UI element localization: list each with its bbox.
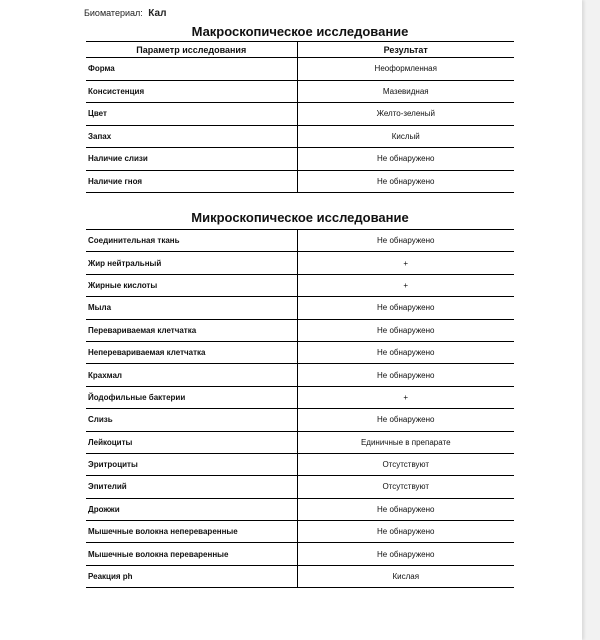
parameter-cell: Реакция ph <box>86 565 297 587</box>
parameter-cell: Перевариваемая клетчатка <box>86 319 297 341</box>
table-row <box>86 170 514 193</box>
biomaterial-line <box>84 8 166 19</box>
table-row <box>86 58 514 81</box>
result-cell: Не обнаружено <box>297 364 514 386</box>
result-cell: Единичные в препарате <box>297 431 514 453</box>
result-cell: Желто-зеленый <box>297 103 514 126</box>
table-row <box>86 319 514 341</box>
table-row <box>86 409 514 431</box>
micro-table-body <box>86 230 514 588</box>
table-row <box>86 364 514 386</box>
result-cell: Не обнаружено <box>297 319 514 341</box>
table-row <box>86 476 514 498</box>
result-cell: Не обнаружено <box>297 297 514 319</box>
macro-table <box>86 41 514 193</box>
result-cell: Отсутствуют <box>297 453 514 475</box>
biomaterial-label: Биоматериал: <box>84 8 143 18</box>
table-row <box>86 453 514 475</box>
table-row <box>86 274 514 296</box>
table-row <box>86 543 514 565</box>
table-row <box>86 386 514 408</box>
result-cell: Не обнаружено <box>297 409 514 431</box>
result-cell: Не обнаружено <box>297 543 514 565</box>
parameter-cell: Наличие гноя <box>86 170 297 193</box>
parameter-cell: Жир нейтральный <box>86 252 297 274</box>
parameter-cell: Цвет <box>86 103 297 126</box>
param-column-header: Параметр исследования <box>86 42 297 58</box>
parameter-cell: Мыла <box>86 297 297 319</box>
parameter-cell: Эритроциты <box>86 453 297 475</box>
table-row <box>86 252 514 274</box>
parameter-cell: Запах <box>86 125 297 148</box>
parameter-cell: Консистенция <box>86 80 297 103</box>
table-row <box>86 341 514 363</box>
result-cell: Не обнаружено <box>297 148 514 171</box>
table-row <box>86 297 514 319</box>
result-cell: + <box>297 252 514 274</box>
parameter-cell: Мышечные волокна непереваренные <box>86 521 297 543</box>
parameter-cell: Дрожжи <box>86 498 297 520</box>
result-cell: Не обнаружено <box>297 230 514 252</box>
micro-title: Микроскопическое исследование <box>191 210 409 225</box>
result-column-header: Результат <box>297 42 514 58</box>
parameter-cell: Наличие слизи <box>86 148 297 171</box>
result-cell: Неоформленная <box>297 58 514 81</box>
parameter-cell: Крахмал <box>86 364 297 386</box>
parameter-cell: Слизь <box>86 409 297 431</box>
table-row <box>86 230 514 252</box>
parameter-cell: Лейкоциты <box>86 431 297 453</box>
table-row <box>86 498 514 520</box>
result-cell: Отсутствуют <box>297 476 514 498</box>
result-cell: Не обнаружено <box>297 498 514 520</box>
result-cell: Кислая <box>297 565 514 587</box>
table-row <box>86 521 514 543</box>
parameter-cell: Эпителий <box>86 476 297 498</box>
micro-table <box>86 229 514 588</box>
parameter-cell: Форма <box>86 58 297 81</box>
table-row <box>86 80 514 103</box>
biomaterial-value: Кал <box>148 8 167 19</box>
result-cell: Мазевидная <box>297 80 514 103</box>
parameter-cell: Неперевариваемая клетчатка <box>86 341 297 363</box>
result-cell: + <box>297 386 514 408</box>
table-row <box>86 125 514 148</box>
macro-table-body <box>86 58 514 193</box>
parameter-cell: Мышечные волокна переваренные <box>86 543 297 565</box>
result-cell: + <box>297 274 514 296</box>
parameter-cell: Жирные кислоты <box>86 274 297 296</box>
result-cell: Не обнаружено <box>297 521 514 543</box>
macro-header-row <box>86 42 514 58</box>
table-row <box>86 431 514 453</box>
result-cell: Не обнаружено <box>297 170 514 193</box>
macro-title: Макроскопическое исследование <box>191 24 409 39</box>
table-row <box>86 148 514 171</box>
result-cell: Не обнаружено <box>297 341 514 363</box>
parameter-cell: Соединительная ткань <box>86 230 297 252</box>
table-row <box>86 103 514 126</box>
parameter-cell: Йодофильные бактерии <box>86 386 297 408</box>
result-cell: Кислый <box>297 125 514 148</box>
table-row <box>86 565 514 587</box>
